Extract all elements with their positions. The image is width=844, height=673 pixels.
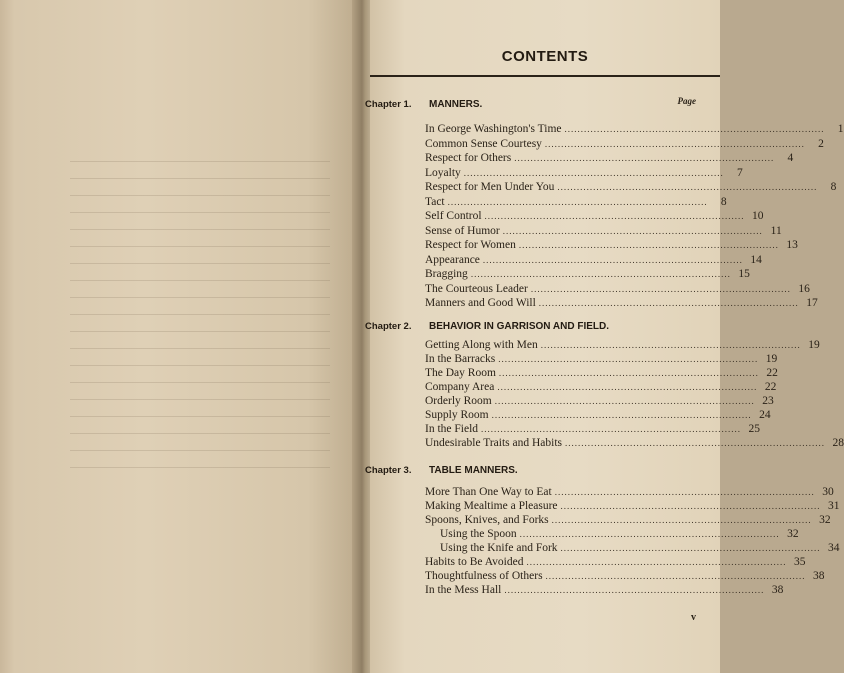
toc-entry-label: Appearance xyxy=(425,254,480,266)
toc-entry-page: 13 xyxy=(786,239,798,251)
page-title: CONTENTS xyxy=(501,48,589,65)
toc-entry xyxy=(425,151,794,165)
toc-entry xyxy=(425,352,778,366)
toc-entry-label: The Courteous Leader xyxy=(425,283,528,295)
toc-entry-page: 38 xyxy=(813,570,825,582)
dot-leader: ................................................................................ xyxy=(481,424,742,434)
chapter-heading xyxy=(365,321,609,332)
toc-entry-label: Manners and Good Will xyxy=(425,297,536,309)
toc-entry-page: 25 xyxy=(748,423,761,435)
left-page xyxy=(0,0,362,673)
toc-entry-label: Respect for Women xyxy=(425,239,516,251)
toc-entry-page: 38 xyxy=(771,584,784,596)
chapter-title: BEHAVIOR IN GARRISON AND FIELD. xyxy=(429,321,610,332)
dot-leader: ................................................................................ xyxy=(554,487,815,497)
toc-entry-label: Self Control xyxy=(425,210,482,222)
chapter-title: MANNERS. xyxy=(429,99,483,110)
toc-entry-label: In the Mess Hall xyxy=(425,584,502,596)
toc-entry-label: Loyalty xyxy=(425,167,461,179)
toc-entry-label: Sense of Humor xyxy=(425,225,500,237)
dot-leader: ................................................................................ xyxy=(502,226,763,236)
toc-entry-label: Thoughtfulness of Others xyxy=(425,570,543,582)
toc-entry-page: 32 xyxy=(787,528,799,540)
toc-entry xyxy=(425,224,782,238)
toc-entry-label: Using the Spoon xyxy=(440,528,517,540)
toc-entry xyxy=(425,122,844,136)
toc-entry-page: 31 xyxy=(828,500,840,512)
toc-entry-page: 32 xyxy=(819,514,831,526)
bleed-through-text xyxy=(70,150,330,470)
toc-entry xyxy=(425,583,784,597)
dot-leader: ................................................................................ xyxy=(560,543,821,553)
toc-entry-page: 28 xyxy=(832,437,844,449)
toc-entry xyxy=(425,408,771,422)
toc-entry xyxy=(425,422,761,436)
toc-entry xyxy=(425,499,840,513)
toc-entry-page: 1 xyxy=(837,123,844,135)
toc-entry xyxy=(425,555,806,569)
toc-entry-page: 34 xyxy=(828,542,840,554)
toc-entry-page: 2 xyxy=(818,138,824,150)
toc-entry xyxy=(425,569,825,583)
title-rule xyxy=(370,75,720,77)
toc-entry xyxy=(425,296,818,310)
toc-entry-label: In the Field xyxy=(425,423,479,435)
toc-entry xyxy=(425,485,834,499)
toc-entry xyxy=(425,380,777,394)
toc-entry-page: 8 xyxy=(830,181,837,193)
toc-entry-label: The Day Room xyxy=(425,367,496,379)
toc-entry-label: Undesirable Traits and Habits xyxy=(425,437,563,449)
toc-entry-page: 4 xyxy=(787,152,794,164)
toc-entry xyxy=(425,209,764,223)
toc-entry xyxy=(425,267,750,281)
toc-entry-label: Getting Along with Men xyxy=(425,339,538,351)
page-column-heading: Page xyxy=(677,96,696,106)
toc-entry xyxy=(425,253,762,267)
toc-entry-label: In George Washington's Time xyxy=(425,123,562,135)
toc-entry xyxy=(425,394,774,408)
toc-entry-page: 11 xyxy=(770,225,782,237)
toc-entry xyxy=(425,137,824,151)
toc-entry-page: 19 xyxy=(808,339,820,351)
toc-entry xyxy=(425,180,837,194)
dot-leader: ................................................................................ xyxy=(470,269,731,279)
toc-entry xyxy=(425,338,820,352)
toc-entry-label: Company Area xyxy=(425,381,495,393)
toc-entry xyxy=(425,366,778,380)
toc-entry-page: 22 xyxy=(764,381,777,393)
toc-entry-page: 35 xyxy=(794,556,806,568)
dot-leader: ................................................................................ xyxy=(497,382,758,392)
toc-entry-page: 23 xyxy=(762,395,774,407)
dot-leader: ................................................................................ xyxy=(557,182,818,192)
dot-leader: ................................................................................ xyxy=(494,396,755,406)
dot-leader: ................................................................................ xyxy=(482,255,743,265)
dot-leader: ................................................................................ xyxy=(538,298,799,308)
toc-entry xyxy=(425,238,798,252)
toc-entry xyxy=(425,195,727,209)
toc-entry-page: 22 xyxy=(766,367,778,379)
dot-leader: ................................................................................ xyxy=(544,139,805,149)
toc-entry-label: More Than One Way to Eat xyxy=(425,486,552,498)
toc-entry-page: 14 xyxy=(750,254,762,266)
toc-entry xyxy=(425,166,743,180)
toc-entry-page: 16 xyxy=(798,283,810,295)
toc-entry-page: 15 xyxy=(738,268,750,280)
toc-entry-label: Respect for Others xyxy=(425,152,512,164)
dot-leader: ................................................................................ xyxy=(518,240,779,250)
dot-leader: ................................................................................ xyxy=(504,585,765,595)
toc-entry-label: In the Barracks xyxy=(425,353,496,365)
chapter-number: Chapter 3. xyxy=(365,465,412,476)
toc-entry-label: Orderly Room xyxy=(425,395,492,407)
toc-entry-label: Respect for Men Under You xyxy=(425,181,555,193)
toc-entry-label: Making Mealtime a Pleasure xyxy=(425,500,558,512)
dot-leader: ................................................................................ xyxy=(545,571,806,581)
toc-entry-label: Habits to Be Avoided xyxy=(425,556,524,568)
dot-leader: ................................................................................ xyxy=(514,153,775,163)
dot-leader: ................................................................................ xyxy=(498,354,759,364)
chapter-heading xyxy=(365,465,518,476)
toc-subentry xyxy=(440,527,799,541)
dot-leader: ................................................................................ xyxy=(491,410,752,420)
dot-leader: ................................................................................ xyxy=(551,515,812,525)
toc-entry-label: Tact xyxy=(425,196,445,208)
dot-leader: ................................................................................ xyxy=(498,368,759,378)
page-footer-mark: v xyxy=(691,612,696,623)
chapter-number: Chapter 2. xyxy=(365,321,412,332)
dot-leader: ................................................................................ xyxy=(526,557,787,567)
toc-entry xyxy=(425,513,831,527)
toc-entry-page: 30 xyxy=(822,486,834,498)
dot-leader: ................................................................................ xyxy=(560,501,821,511)
toc-entry-label: Spoons, Knives, and Forks xyxy=(425,514,549,526)
toc-entry-label: Supply Room xyxy=(425,409,489,421)
toc-entry-page: 8 xyxy=(720,196,727,208)
dot-leader: ................................................................................ xyxy=(463,168,724,178)
toc-entry-page: 10 xyxy=(752,210,764,222)
dot-leader: ................................................................................ xyxy=(519,529,780,539)
dot-leader: ................................................................................ xyxy=(447,197,708,207)
dot-leader: ................................................................................ xyxy=(484,211,745,221)
dot-leader: ................................................................................ xyxy=(564,124,825,134)
toc-subentry xyxy=(440,541,840,555)
toc-entry-label: Common Sense Courtesy xyxy=(425,138,542,150)
dot-leader: ................................................................................ xyxy=(565,438,826,448)
dot-leader: ................................................................................ xyxy=(530,284,791,294)
chapter-number: Chapter 1. xyxy=(365,99,412,110)
chapter-title: TABLE MANNERS. xyxy=(429,465,518,476)
toc-entry-label: Bragging xyxy=(425,268,468,280)
toc-entry-page: 17 xyxy=(806,297,818,309)
toc-entry-label: Using the Knife and Fork xyxy=(440,542,558,554)
toc-entry xyxy=(425,282,810,296)
toc-entry xyxy=(425,436,844,450)
toc-entry-page: 19 xyxy=(765,353,778,365)
dot-leader: ................................................................................ xyxy=(540,340,801,350)
toc-entry-page: 7 xyxy=(737,167,743,179)
right-page xyxy=(365,0,844,673)
toc-entry-page: 24 xyxy=(759,409,771,421)
chapter-heading xyxy=(365,99,482,110)
